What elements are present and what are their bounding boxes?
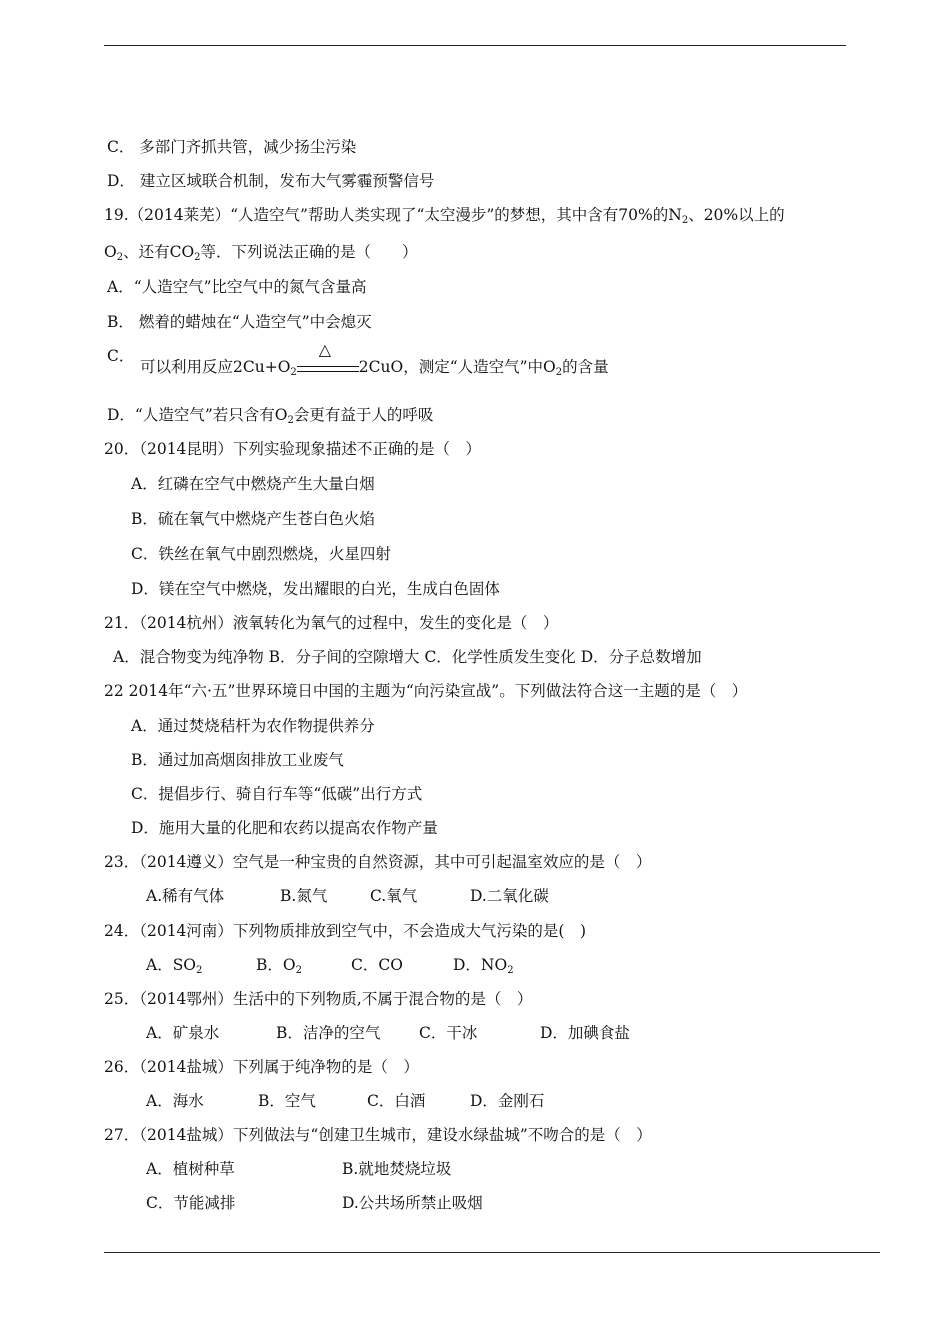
option-24b xyxy=(256,955,302,975)
question-22: 22 2014年“六·五”世界环境日中国的主题为“向污染宣战”。下列做法符合这一主题的是（ ） xyxy=(104,682,748,700)
reaction-condition-arrow xyxy=(297,340,359,376)
question-23: 23．（2014遵义）空气是一种宝贵的自然资源，其中可引起温室效应的是（ ） xyxy=(104,853,652,871)
footer-rule xyxy=(104,1252,880,1253)
q19-o2: O xyxy=(104,243,117,261)
question-25: 25．（2014鄂州）生活中的下列物质,不属于混合物的是（ ） xyxy=(104,990,533,1008)
option-24a xyxy=(146,955,202,975)
subscript: 2 xyxy=(507,965,514,976)
option-22d: D．施用大量的化肥和农药以提高农作物产量 xyxy=(131,819,438,837)
subscript: 2 xyxy=(290,367,297,378)
subscript: 2 xyxy=(196,965,203,976)
option-19c-label: C． xyxy=(107,347,135,365)
option-19b: B． 燃着的蜡烛在“人造空气”中会熄灭 xyxy=(107,313,372,331)
options-21: A．混合物变为纯净物 B．分子间的空隙增大 C．化学性质发生变化 D．分子总数增加 xyxy=(113,648,702,666)
option-18d: D． 建立区域联合机制，发布大气雾霾预警信号 xyxy=(107,172,435,190)
option-23b: B.氮气 xyxy=(280,887,328,905)
option-26d: D．金刚石 xyxy=(470,1092,545,1110)
question-26: 26．（2014盐城）下列属于纯净物的是（ ） xyxy=(104,1058,419,1076)
subscript: 2 xyxy=(287,415,294,426)
q24b-text: B．O xyxy=(256,956,296,974)
option-22c: C．提倡步行、骑自行车等“低碳”出行方式 xyxy=(131,785,423,803)
option-25c: C．干冰 xyxy=(419,1024,478,1042)
question-27: 27．（2014盐城）下列做法与“创建卫生城市，建设水绿盐城”不吻合的是（ ） xyxy=(104,1126,652,1144)
option-25b: B．洁净的空气 xyxy=(276,1024,381,1042)
option-18c: C． 多部门齐抓共管，减少扬尘污染 xyxy=(107,138,357,156)
heat-triangle-icon: △ xyxy=(318,340,332,359)
q19c-text3: 的含量 xyxy=(562,358,609,376)
header-rule xyxy=(104,45,846,46)
q19-stem-end: 等．下列说法正确的是（ ） xyxy=(200,243,418,261)
subscript: 2 xyxy=(681,215,689,226)
q19c-text1: 可以利用反应2Cu+O xyxy=(140,358,291,376)
option-23c: C.氧气 xyxy=(370,887,418,905)
q19d-text2: 会更有益于人的呼吸 xyxy=(293,406,434,424)
option-22a: A．通过焚烧秸杆为农作物提供养分 xyxy=(131,717,375,735)
option-19a: A．“人造空气”比空气中的氮气含量高 xyxy=(107,278,367,296)
option-24c: C．CO xyxy=(351,956,403,974)
option-22b: B．通过加高烟囱排放工业废气 xyxy=(131,751,344,769)
option-19d xyxy=(107,405,433,425)
q19-co2: 、还有CO xyxy=(123,243,195,261)
subscript: 2 xyxy=(555,367,563,378)
option-20c: C．铁丝在氧气中剧烈燃烧，火星四射 xyxy=(131,545,391,563)
option-27c: C．节能减排 xyxy=(146,1194,236,1212)
option-27b: B.就地焚烧垃圾 xyxy=(342,1160,452,1178)
question-19-stem-line2 xyxy=(104,242,418,262)
q24a-text: A．SO xyxy=(146,956,197,974)
q19-stem-part1: 19.（2014莱芜）“人造空气”帮助人类实现了“太空漫步”的梦想，其中含有70%的N xyxy=(104,206,682,224)
subscript: 2 xyxy=(194,252,201,263)
q19-stem-part2: 、20%以上的 xyxy=(688,206,785,224)
option-25a: A．矿泉水 xyxy=(146,1024,220,1042)
option-23d: D.二氧化碳 xyxy=(470,887,549,905)
q24d-text: D．NO xyxy=(453,956,508,974)
question-21: 21．（2014杭州）液氧转化为氧气的过程中，发生的变化是（ ） xyxy=(104,614,559,632)
question-20: 20．（2014昆明）下列实验现象描述不正确的是（ ） xyxy=(104,440,481,458)
option-23a: A.稀有气体 xyxy=(146,887,225,905)
option-20a: A．红磷在空气中燃烧产生大量白烟 xyxy=(131,475,375,493)
question-24: 24．（2014河南）下列物质排放到空气中，不会造成大气污染的是( ) xyxy=(104,922,587,940)
option-26c: C．白酒 xyxy=(367,1092,426,1110)
option-24d xyxy=(453,955,514,975)
subscript: 2 xyxy=(116,252,124,263)
option-20d: D．镁在空气中燃烧，发出耀眼的白光，生成白色固体 xyxy=(131,580,500,598)
option-26a: A．海水 xyxy=(146,1092,204,1110)
question-19-stem xyxy=(104,205,785,225)
option-20b: B．硫在氧气中燃烧产生苍白色火焰 xyxy=(131,510,375,528)
q19d-text1: D．“人造空气”若只含有O xyxy=(107,406,288,424)
option-26b: B．空气 xyxy=(258,1092,316,1110)
option-25d: D．加碘食盐 xyxy=(540,1024,630,1042)
subscript: 2 xyxy=(295,965,302,976)
option-27d: D.公共场所禁止吸烟 xyxy=(342,1194,483,1212)
option-27a: A．植树种草 xyxy=(146,1160,235,1178)
option-19c xyxy=(140,340,609,378)
q19c-text2: 2CuO，测定“人造空气”中O xyxy=(358,358,556,376)
equals-bar xyxy=(297,366,359,372)
